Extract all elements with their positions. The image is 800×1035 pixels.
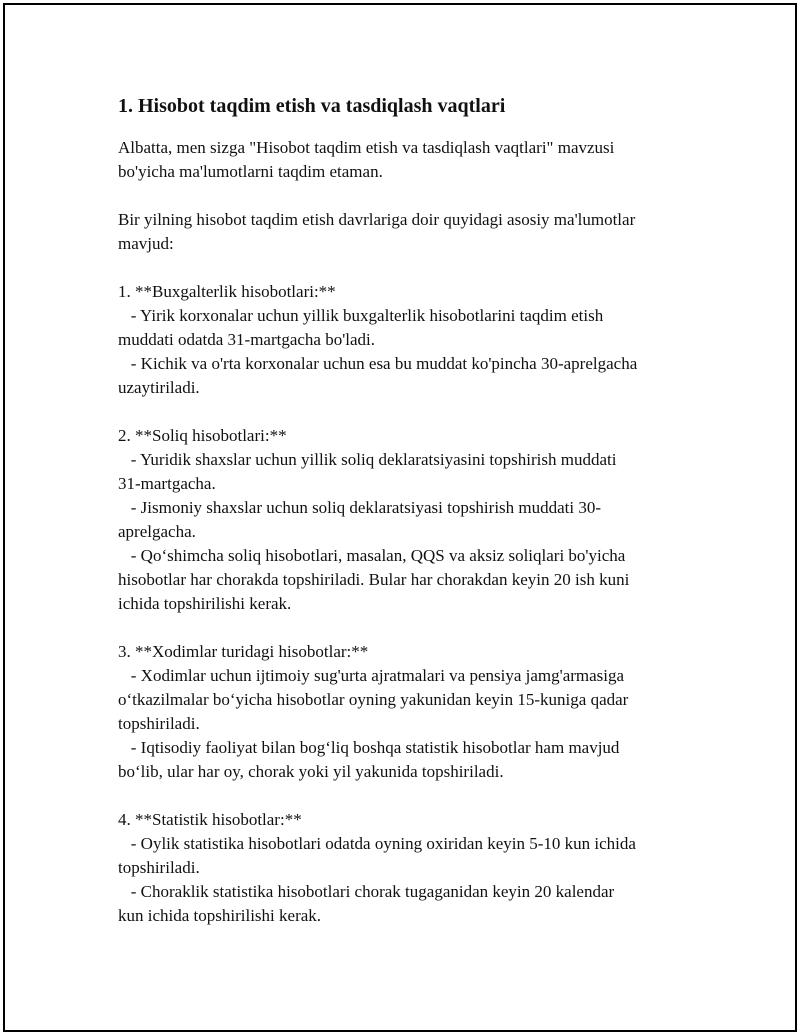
text-line: - Iqtisodiy faoliyat bilan bog‘liq boshqa statistik hisobotlar ham mavjud: [118, 738, 620, 757]
text-line: uzaytiriladi.: [118, 378, 200, 397]
text-line: - Oylik statistika hisobotlari odatda oyning oxiridan keyin 5-10 kun ichida: [118, 834, 636, 853]
text-line: bo'yicha ma'lumotlarni taqdim etaman.: [118, 162, 383, 181]
text-line: Albatta, men sizga "Hisobot taqdim etish va tasdiqlash vaqtlari" mavzusi: [118, 138, 615, 157]
paragraph-gap: [118, 616, 688, 640]
text-line: - Xodimlar uchun ijtimoiy sug'urta ajratmalari va pensiya jamg'armasiga: [118, 666, 625, 685]
paragraph: [118, 136, 688, 184]
text-line: - Qo‘shimcha soliq hisobotlari, masalan, QQS va aksiz soliqlari bo'yicha: [118, 546, 626, 565]
text-line: - Kichik va o'rta korxonalar uchun esa bu muddat ko'pincha 30-aprelgacha: [118, 354, 638, 373]
text-line: Bir yilning hisobot taqdim etish davrlariga doir quyidagi asosiy ma'lumotlar: [118, 210, 636, 229]
text-line: 2. **Soliq hisobotlari:**: [118, 426, 287, 445]
text-line: 4. **Statistik hisobotlar:**: [118, 810, 302, 829]
paragraph-gap: [118, 400, 688, 424]
paragraph-gap: [118, 184, 688, 208]
text-line: mavjud:: [118, 234, 174, 253]
paragraph: [118, 208, 688, 256]
text-line: - Jismoniy shaxslar uchun soliq deklaratsiyasi topshirish muddati 30-: [118, 498, 602, 517]
text-line: 1. **Buxgalterlik hisobotlari:**: [118, 282, 336, 301]
text-line: - Yirik korxonalar uchun yillik buxgalterlik hisobotlarini taqdim etish: [118, 306, 604, 325]
paragraph: [118, 808, 688, 928]
paragraph-gap: [118, 784, 688, 808]
text-line: aprelgacha.: [118, 522, 196, 541]
text-line: 31-martgacha.: [118, 474, 216, 493]
text-line: muddati odatda 31-martgacha bo'ladi.: [118, 330, 376, 349]
text-line: - Yuridik shaxslar uchun yillik soliq deklaratsiyasini topshirish muddati: [118, 450, 617, 469]
paragraph: [118, 280, 688, 400]
paragraph: [118, 424, 688, 616]
document-body: [118, 136, 688, 928]
text-line: bo‘lib, ular har oy, chorak yoki yil yakunida topshiriladi.: [118, 762, 504, 781]
text-line: - Choraklik statistika hisobotlari chorak tugaganidan keyin 20 kalendar: [118, 882, 615, 901]
text-line: hisobotlar har chorakda topshiriladi. Bular har chorakdan keyin 20 ish kuni: [118, 570, 630, 589]
text-line: ichida topshirilishi kerak.: [118, 594, 292, 613]
text-line: 3. **Xodimlar turidagi hisobotlar:**: [118, 642, 369, 661]
text-line: kun ichida topshirilishi kerak.: [118, 906, 322, 925]
text-line: topshiriladi.: [118, 858, 200, 877]
text-line: topshiriladi.: [118, 714, 200, 733]
text-line: o‘tkazilmalar bo‘yicha hisobotlar oyning yakunidan keyin 15-kuniga qadar: [118, 690, 629, 709]
paragraph: [118, 640, 688, 784]
document-title: 1. Hisobot taqdim etish va tasdiqlash vaqtlari: [118, 95, 506, 117]
document-content: [118, 92, 688, 928]
paragraph-gap: [118, 256, 688, 280]
